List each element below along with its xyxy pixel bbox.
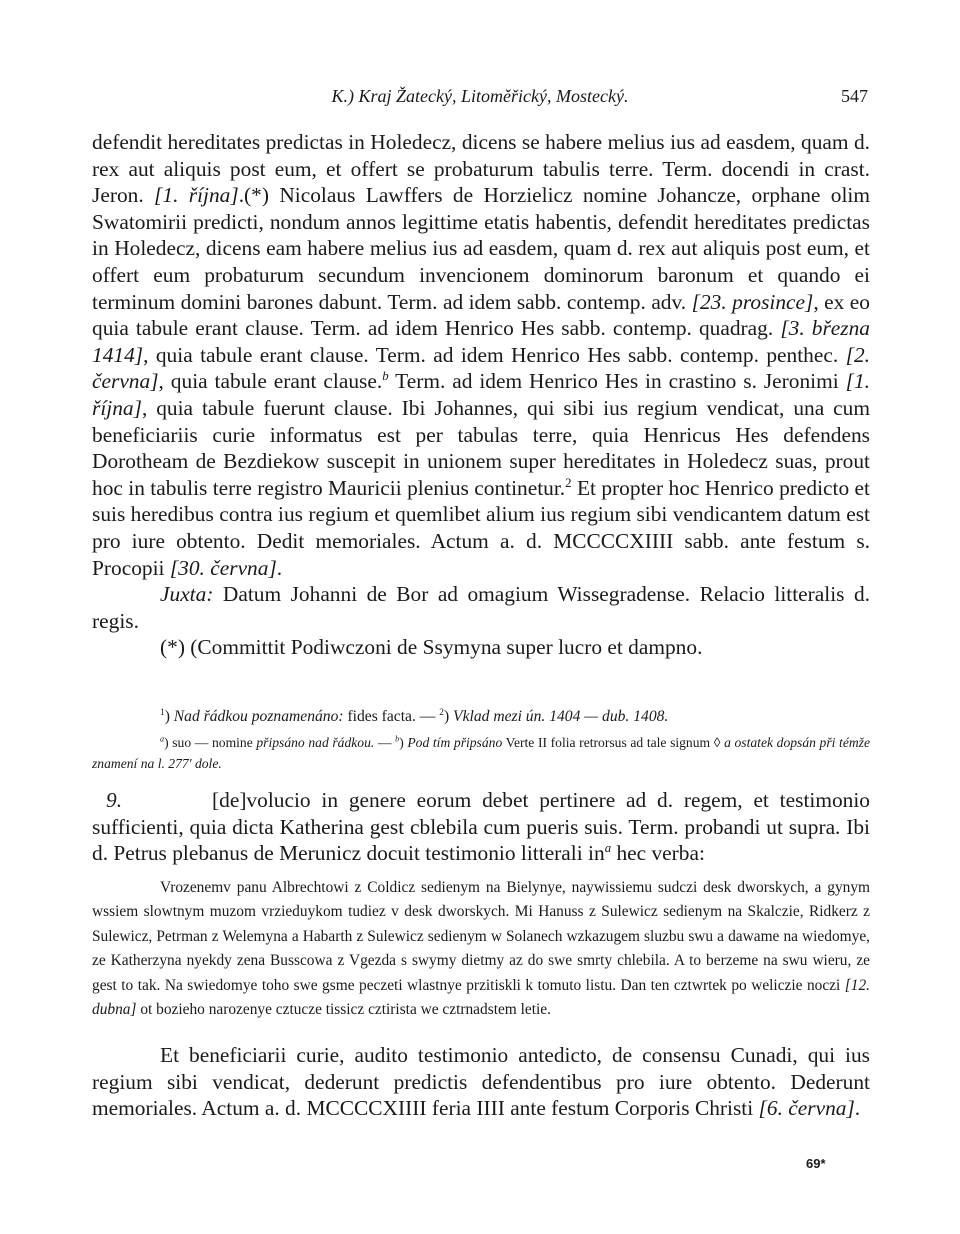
footnote-marker: a — [604, 841, 612, 856]
footnote-line-1 — [92, 706, 870, 728]
footnote-number: 1 — [160, 707, 165, 718]
text-run: Vklad mezi ún. 1404 — dub. 1408. — [453, 708, 669, 725]
date-note: [30. června] — [169, 555, 277, 580]
signature-mark: 69* — [806, 1156, 826, 1171]
text-run: .(*) Nicolaus Lawffers de Horzielicz nomine Johancze, orphane olim Swatomirii predicti, nondum annos legittime etatis habentis, defendit hereditates predictas in Holedecz, dicens eam habere melius ius ad easdem, quam d. rex aut aliquis post eum, et offert eum probaturum secundum invencionem dominorum baronum et quando ei terminum domini barones dabunt. Term. ad idem sabb. contemp. adv. — [92, 183, 870, 314]
footnote-line-2 — [92, 732, 870, 774]
text-run: . — [854, 1096, 861, 1121]
paragraph-1 — [92, 129, 870, 581]
entry-9-paragraph — [92, 787, 870, 867]
date-note: [23. prosince] — [691, 289, 814, 314]
date-note: [2. června] — [92, 342, 870, 394]
footnote-marker: b — [382, 369, 389, 384]
text-run: ) — [164, 708, 174, 725]
date-note: [6. června] — [758, 1096, 855, 1121]
text-run: hec verba: — [611, 841, 705, 866]
text-run: Nad řádkou poznamenáno: — [173, 708, 344, 725]
page-number: 547 — [841, 86, 868, 106]
text-run: ) — [399, 735, 408, 750]
text-run: , quia tabule erant clause. Term. ad idem Henrico Hes sabb. contemp. penthec. — [143, 342, 846, 367]
footnote-number: 2 — [439, 707, 444, 718]
date-note: [1. října] — [92, 369, 871, 420]
text-run: a ostatek dopsán při témže znamení na l. 277' dole. — [92, 735, 870, 771]
text-run: [de]volucio in genere eorum debet pertinere ad d. regem, et testimonio sufficienti, quia dicta Katherina gest cblebila cum pueris suis. Term. probandi ut supra. Ibi d. Petrus plebanus de Merunicz docuit testimonio litterali in — [92, 788, 870, 866]
entry-number: 9. — [106, 788, 123, 812]
text-run: , quia tabule fuerunt clause. Ibi Johannes, qui sibi ius regium vendicat, una cum beneficiariis curie informatus est per tabulas terre, quia Henricus Hes defendens Dorotheam de Bezdiekow suscepit in unionem super hereditates in Holedecz suas, prout hoc in tabulis terre registro Mauricii plenius continetur. — [92, 395, 870, 500]
running-header — [92, 86, 868, 110]
closing-block — [92, 1042, 870, 1122]
text-run: — — [374, 735, 396, 750]
juxta-paragraph — [92, 581, 870, 634]
text-run: Et beneficiarii curie, audito testimonio antedicto, de consensu Cunadi, qui ius regium sibi vendicat, dederunt predictis defendentibus pro iure obtento. Dederunt memoriales. Actum a. d. MCCCCXIIII feria IIII ante festum Corporis Christi — [92, 1043, 870, 1121]
juxta-label: Juxta: — [160, 582, 214, 607]
text-run: ) — [443, 708, 454, 725]
sign-symbol: ◊ — [713, 735, 721, 750]
text-run: ) suo — nomine — [164, 735, 257, 750]
text-run: , quia tabule erant clause. — [158, 369, 383, 394]
entry-9-block — [92, 787, 870, 867]
header-title: K.) Kraj Žatecký, Litoměřický, Mostecký. — [331, 86, 629, 106]
closing-paragraph — [92, 1042, 870, 1122]
bracket-note: (*) (Committit Podiwczoni de Ssymyna super lucro et dampno. — [160, 635, 703, 660]
juxta-text: Datum Johanni de Bor ad omagium Wissegradense. Relacio litteralis d. regis. — [92, 582, 870, 633]
main-text-block — [92, 129, 870, 661]
text-run: fides facta. — — [343, 708, 440, 725]
footnote-letter: a — [160, 734, 165, 744]
quoted-letter — [92, 876, 870, 1022]
date-note: [12. dubna] — [92, 976, 870, 1019]
footnote-letter: b — [395, 734, 400, 744]
text-run: Et propter hoc Henrico predicto et suis heredibus contra ius regium et quemlibet alium ius regium sibi vendicantem datum est pro iure obtento. Dedit memoriales. Actum a. d. MCCCCXIIII sabb. ante festum s. Procopii — [92, 475, 870, 580]
text-run: Vrozenemv panu Albrechtowi z Coldicz sedienym na Bielynye, naywissiemu sudczi desk dworskych, a gynym wssiem slowtnym muzom vrzieduykom tudiez v desk dworskych. Mi Hanuss z Sulewicz sedienym na Skalczie, Ridkerz z Sulewicz, Petrman z Welemyna a Habarth z Sulewicz sedienym w Solanech wzkazugem sluzbu swu a dawame na wiedomye, ze Katherzyna nyekdy zena Busscowa z Vgezda s swymy dietmy az do swe smrty chlebila. A to berzeme na swu wieru, ze gest to tak. Na swiedomye toho swe gsme peczeti wlastnye przitiskli k tomuto listu. Dan ten cztwrtek po weliczie noczi — [92, 879, 870, 994]
text-run: . — [276, 555, 283, 580]
text-run: Verte II folia retrorsus ad tale signum — [502, 735, 714, 750]
footnote-marker: 2 — [565, 475, 572, 490]
text-run: ot bozieho narozenye cztucze tissicz cztirista we cztrnadstem letie. — [136, 1001, 551, 1019]
text-run: defendit hereditates predictas in Holedecz, dicens se habere melius ius ad easdem, quam d. rex aut aliquis post eum, et offert se probaturum tabulis terre. Term. docendi in crast. Jeron. — [92, 130, 870, 208]
quoted-letter-text — [92, 876, 870, 1022]
date-note: [3. března 1414] — [92, 316, 870, 367]
text-run: připsáno nad řádkou. — [256, 735, 375, 750]
text-run: , ex eo quia tabule erant clause. Term. ad idem Henrico Hes sabb. contemp. quadrag. — [92, 289, 870, 341]
text-run: Term. ad idem Henrico Hes in crastino s. Jeronimi — [388, 369, 846, 394]
text-run: Pod tím připsáno — [407, 735, 503, 750]
date-note: [1. října] — [154, 183, 239, 208]
